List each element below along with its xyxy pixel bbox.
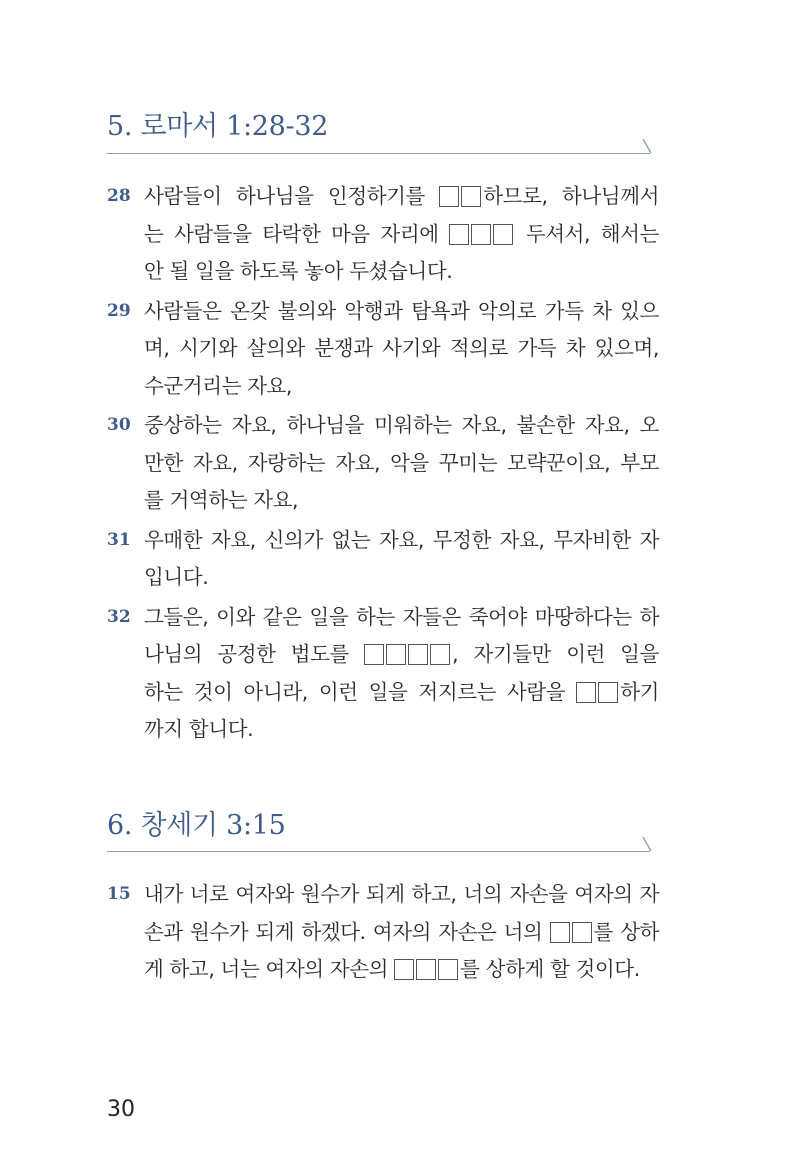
blank-box[interactable] xyxy=(364,644,384,665)
section-title: 6. 창세기 3:15 xyxy=(107,810,286,841)
blank-box[interactable] xyxy=(408,644,428,665)
blank-box[interactable] xyxy=(598,682,618,703)
blank-box[interactable] xyxy=(493,224,513,245)
blank-box[interactable] xyxy=(430,644,450,665)
fill-in-blank[interactable] xyxy=(449,220,515,258)
fill-in-blank[interactable] xyxy=(550,918,594,956)
verse-line: 는 사람들을 타락한 마음 자리에 두셔서, 해서는 xyxy=(144,216,659,258)
verse-number: 28 xyxy=(107,186,131,206)
verse-line: 를 거역하는 자요, xyxy=(144,488,299,512)
fill-in-blank[interactable] xyxy=(576,678,620,716)
verse-line: 중상하는 자요, 하나님을 미워하는 자요, 불손한 자요, 오 xyxy=(144,413,659,437)
verse-line: 만한 자요, 자랑하는 자요, 악을 꾸미는 모략꾼이요, 부모 xyxy=(144,450,659,475)
page-number: 30 xyxy=(107,1097,135,1122)
fill-in-blank[interactable] xyxy=(364,640,452,678)
blank-box[interactable] xyxy=(386,644,406,665)
verse-number: 30 xyxy=(107,415,131,435)
section-title: 5. 로마서 1:28-32 xyxy=(107,111,329,142)
verse-line: 수군거리는 자요, xyxy=(144,373,293,398)
verse-line: 사람들은 온갖 불의와 악행과 탐욕과 악의로 가득 차 있으 xyxy=(144,298,659,323)
blank-box[interactable] xyxy=(438,959,458,980)
verse-number: 29 xyxy=(107,300,131,321)
blank-box[interactable] xyxy=(449,224,469,245)
verse-number: 15 xyxy=(107,884,131,904)
verse-line: 입니다. xyxy=(144,565,209,589)
blank-box[interactable] xyxy=(461,186,481,207)
verse-line: 하는 것이 아니라, 이런 일을 저지르는 사람을 하기 xyxy=(144,674,659,716)
verse-line: 게 하고, 너는 여자의 자손의 를 상하게 할 것이다. xyxy=(144,951,659,993)
section-divider xyxy=(107,153,650,154)
section-divider xyxy=(107,851,650,852)
blank-box[interactable] xyxy=(576,682,596,703)
blank-box[interactable] xyxy=(394,959,414,980)
divider-tick xyxy=(640,138,656,156)
verse-line: 나님의 공정한 법도를 , 자기들만 이런 일을 xyxy=(144,636,659,678)
fill-in-blank[interactable] xyxy=(394,955,460,993)
verse-line: 사람들이 하나님을 인정하기를 하므로, 하나님께서 xyxy=(144,178,659,220)
blank-box[interactable] xyxy=(572,922,592,943)
verse-line: 까지 합니다. xyxy=(144,717,254,741)
verse-number: 32 xyxy=(107,606,131,627)
blank-box[interactable] xyxy=(550,922,570,943)
verse-number: 31 xyxy=(107,529,131,550)
blank-box[interactable] xyxy=(416,959,436,980)
blank-box[interactable] xyxy=(471,224,491,245)
verse-line: 며, 시기와 살의와 분쟁과 사기와 적의로 가득 차 있으며, xyxy=(144,336,659,360)
divider-tick xyxy=(640,836,656,854)
blank-box[interactable] xyxy=(439,186,459,207)
verse-line: 손과 원수가 되게 하겠다. 여자의 자손은 너의 를 상하 xyxy=(144,914,659,956)
verse-line: 우매한 자요, 신의가 없는 자요, 무정한 자요, 무자비한 자 xyxy=(144,527,659,552)
verse-line: 그들은, 이와 같은 일을 하는 자들은 죽어야 마땅하다는 하 xyxy=(144,604,659,629)
verse-line: 내가 너로 여자와 원수가 되게 하고, 너의 자손을 여자의 자 xyxy=(144,882,659,906)
fill-in-blank[interactable] xyxy=(439,182,483,220)
verse-line: 안 될 일을 하도록 놓아 두셨습니다. xyxy=(144,259,453,283)
